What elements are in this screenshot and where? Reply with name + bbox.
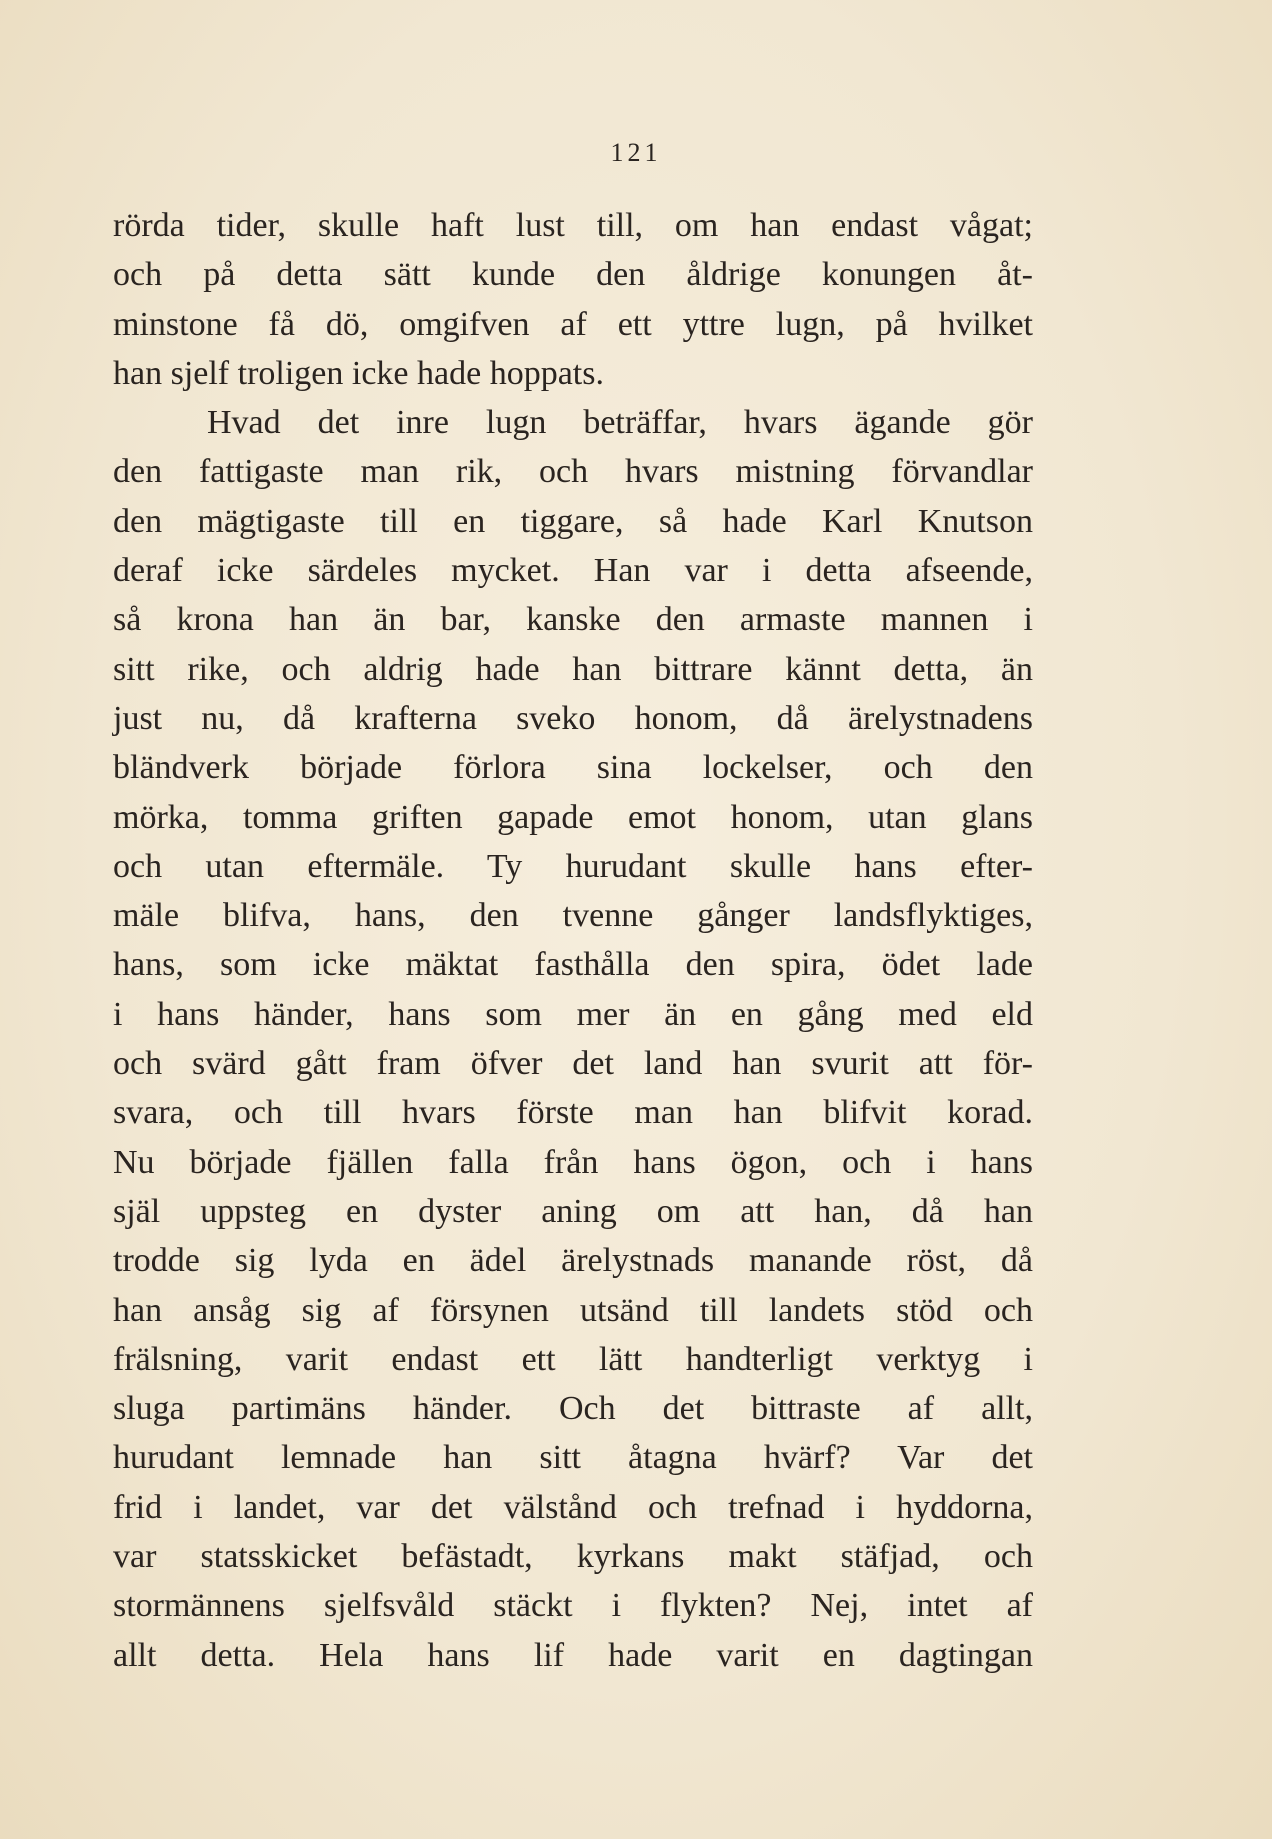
text-line: i hans händer, hans som mer än en gång med eld xyxy=(113,995,1033,1033)
text-line: bländverk började förlora sina lockelser, och den xyxy=(113,749,1033,787)
text-line: deraf icke särdeles mycket. Han var i detta afseende, xyxy=(113,552,1033,590)
text-line: allt detta. Hela hans lif hade varit en dagtingan xyxy=(113,1636,1033,1674)
text-line: hurudant lemnade han sitt åtagna hvärf? Var det xyxy=(113,1439,1033,1477)
text-line: den fattigaste man rik, och hvars mistning förvandlar xyxy=(113,453,1033,491)
text-line: sitt rike, och aldrig hade han bittrare kännt detta, än xyxy=(113,650,1033,688)
text-line: frälsning, varit endast ett lätt handterligt verktyg i xyxy=(113,1340,1033,1378)
text-line: mörka, tomma griften gapade emot honom, utan glans xyxy=(113,798,1033,836)
text-line: själ uppsteg en dyster aning om att han, då han xyxy=(113,1192,1033,1230)
text-line: så krona han än bar, kanske den armaste mannen i xyxy=(113,601,1033,639)
text-line: just nu, då krafterna sveko honom, då ärelystnadens xyxy=(113,699,1033,737)
text-line: trodde sig lyda en ädel ärelystnads manande röst, då xyxy=(113,1242,1033,1280)
text-line: han ansåg sig af försynen utsänd till landets stöd och xyxy=(113,1291,1033,1329)
text-line: och svärd gått fram öfver det land han svurit att för- xyxy=(113,1045,1033,1083)
text-line: sluga partimäns händer. Och det bittraste af allt, xyxy=(113,1390,1033,1428)
text-line: hans, som icke mäktat fasthålla den spira, ödet lade xyxy=(113,946,1033,984)
text-line: Hvad det inre lugn beträffar, hvars ägande gör xyxy=(207,404,1033,442)
text-line: var statsskicket befästadt, kyrkans makt stäfjad, och xyxy=(113,1538,1033,1576)
text-line: och utan eftermäle. Ty hurudant skulle hans efter- xyxy=(113,847,1033,885)
text-line: svara, och till hvars förste man han blifvit korad. xyxy=(113,1094,1033,1132)
text-line: och på detta sätt kunde den åldrige konungen åt- xyxy=(113,256,1033,294)
text-line: Nu började fjällen falla från hans ögon, och i hans xyxy=(113,1143,1033,1181)
text-line: stormännens sjelfsvåld stäckt i flykten? Nej, intet af xyxy=(113,1587,1033,1625)
text-line: han sjelf troligen icke hade hoppats. xyxy=(113,354,604,392)
text-line: mäle blifva, hans, den tvenne gånger landsflyktiges, xyxy=(113,897,1033,935)
text-line: rörda tider, skulle haft lust till, om han endast vågat; xyxy=(113,207,1033,244)
body-text xyxy=(113,201,1033,1680)
text-line: minstone få dö, omgifven af ett yttre lugn, på hvilket xyxy=(113,305,1033,343)
text-line: frid i landet, var det välstånd och trefnad i hyddorna, xyxy=(113,1488,1033,1526)
text-line: den mägtigaste till en tiggare, så hade Karl Knutson xyxy=(113,502,1033,540)
page-number: 121 xyxy=(610,138,662,167)
